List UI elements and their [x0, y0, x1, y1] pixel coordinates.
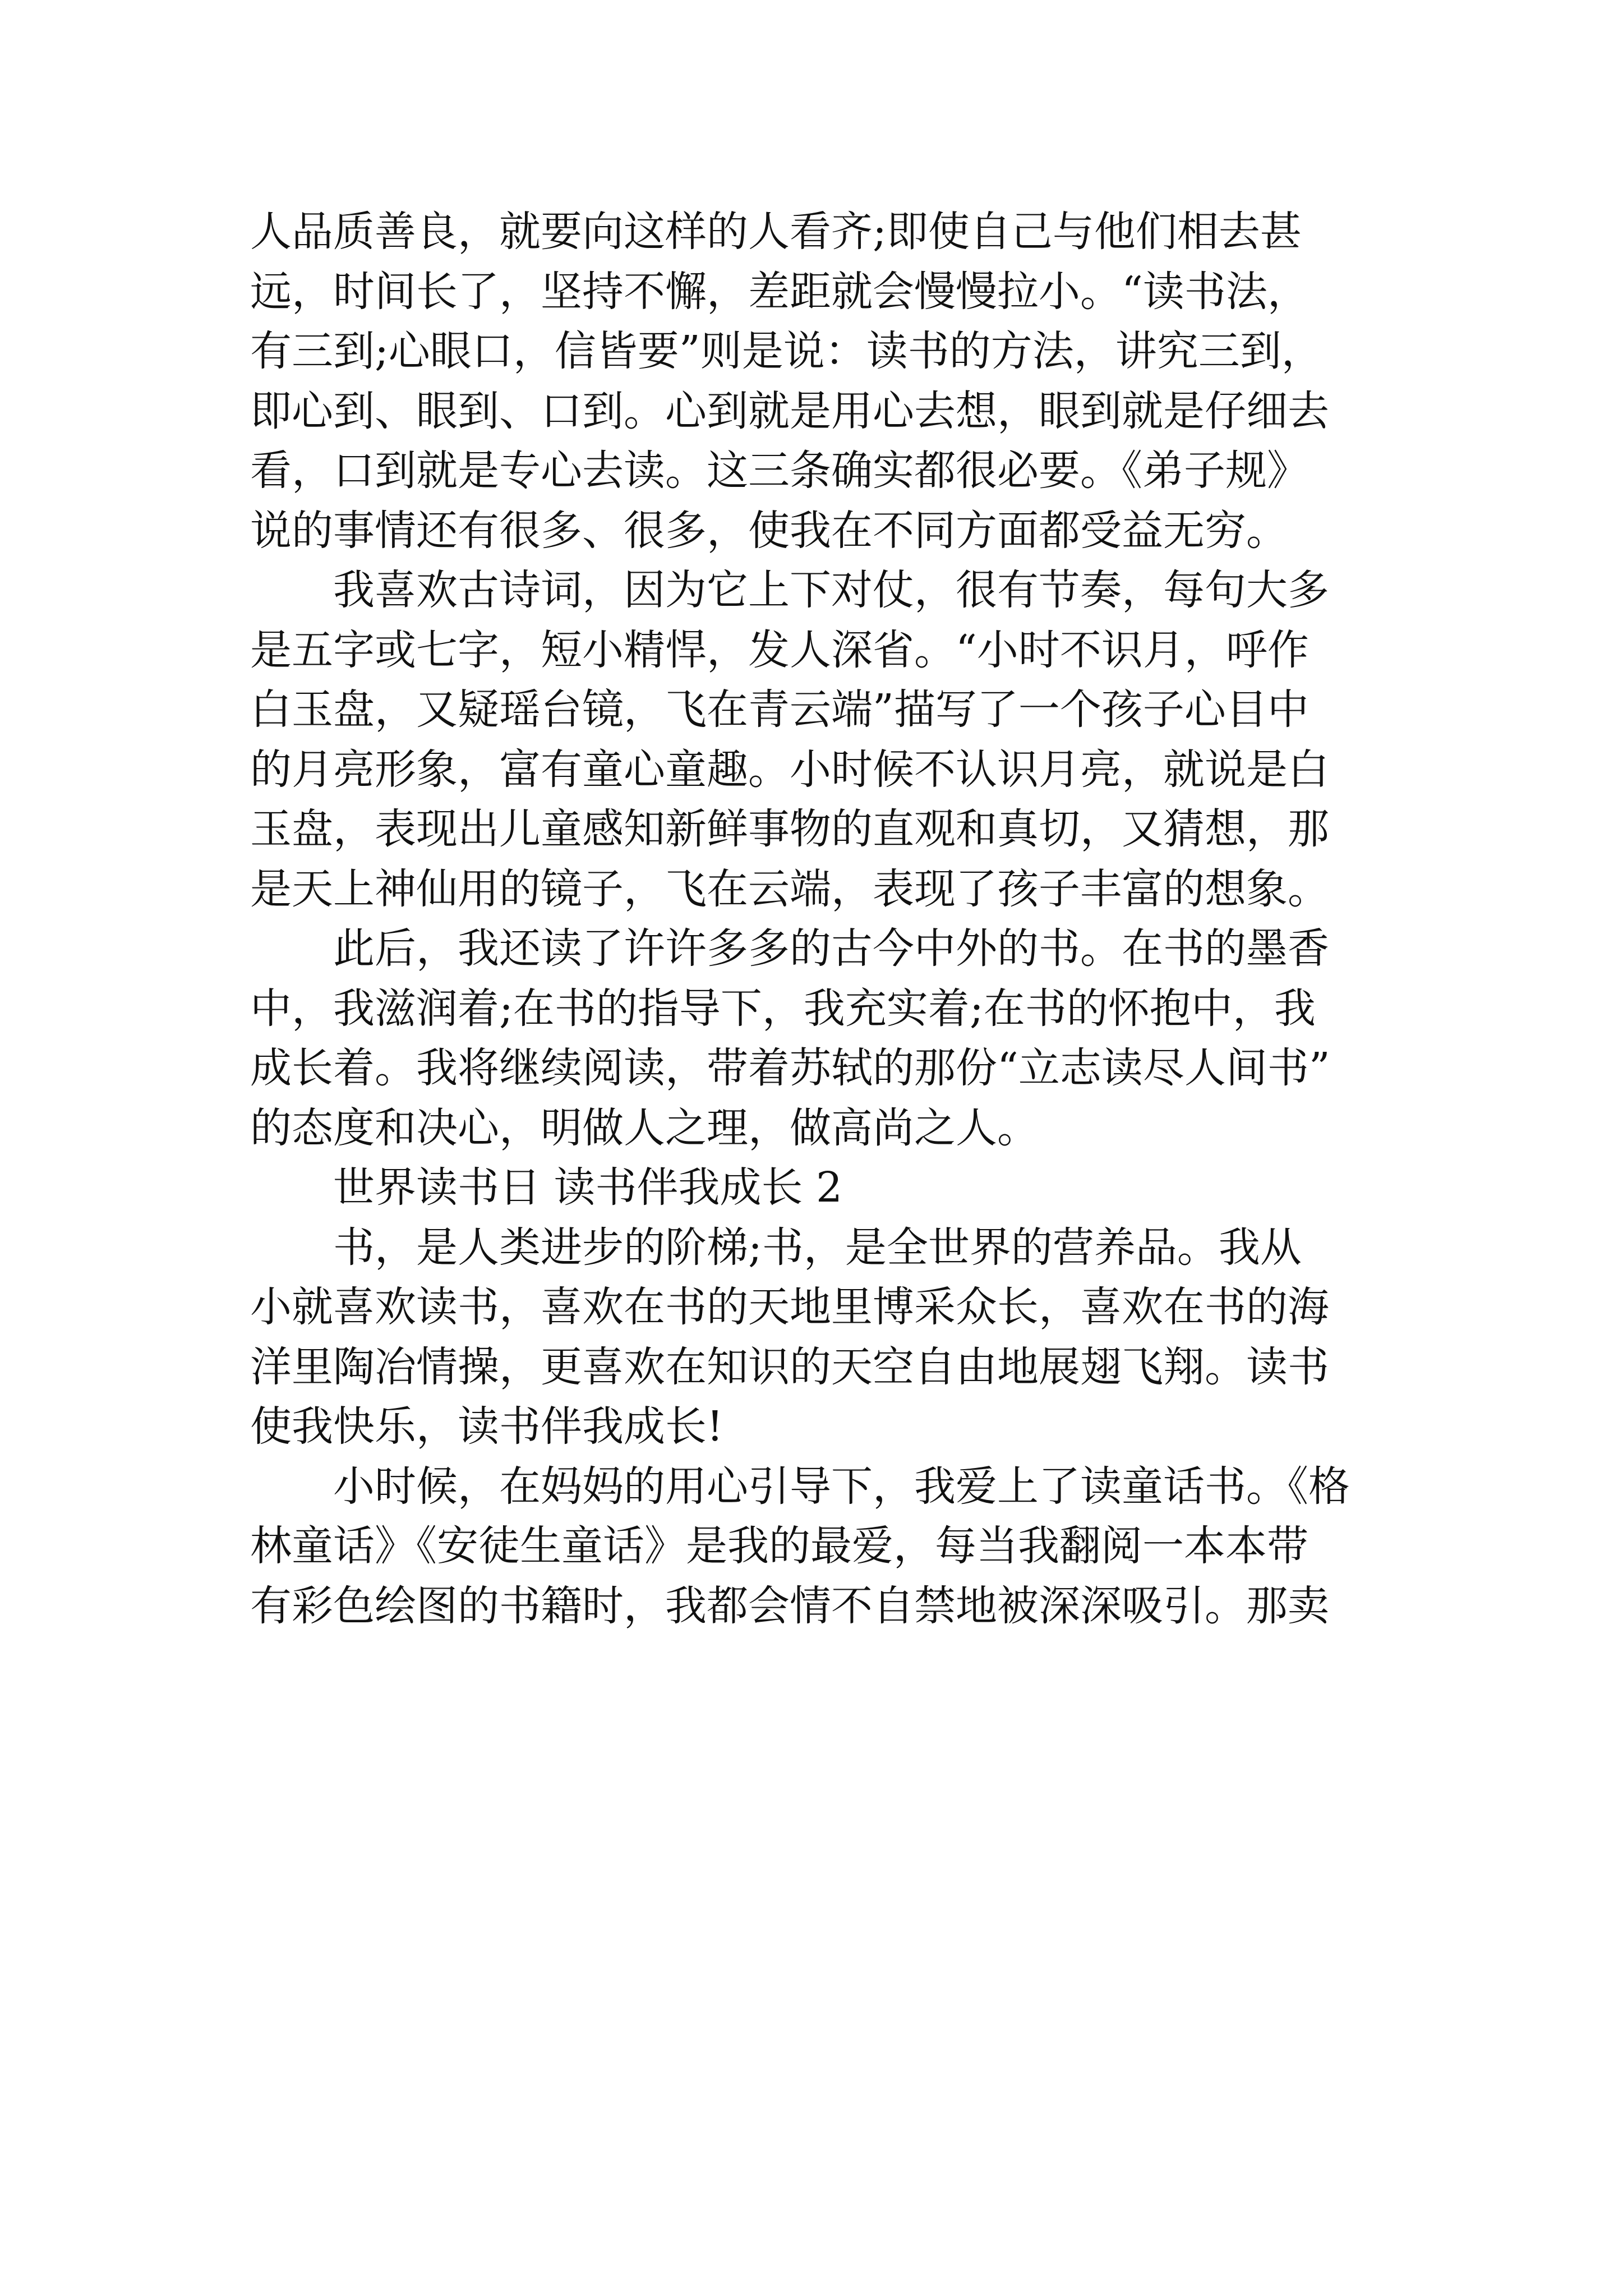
text-line: 的月亮形象，富有童心童趣。小时候不认识月亮，就说是白	[250, 745, 1329, 794]
text-line: 说的事情还有很多、很多，使我在不同方面都受益无穷。	[250, 506, 1288, 555]
text-line: 远，时间长了，坚持不懈，差距就会慢慢拉小。“读书法，	[250, 267, 1309, 316]
text-line: 成长着。我将继续阅读，带着苏轼的那份“立志读尽人间书”	[250, 1044, 1330, 1092]
text-line: 小就喜欢读书，喜欢在书的天地里博采众长，喜欢在书的海	[250, 1283, 1329, 1331]
paragraph-start-line: 小时候，在妈妈的用心引导下，我爱上了读童话书。《格	[333, 1462, 1350, 1511]
paragraph-start-line: 书，是人类进步的阶梯;书，是全世界的营养品。我从	[333, 1223, 1302, 1272]
text-line: 中，我滋润着;在书的指导下，我充实着;在书的怀抱中，我	[250, 984, 1316, 1033]
section-heading: 世界读书日 读书伴我成长 2	[333, 1163, 843, 1212]
text-line: 的态度和决心，明做人之理，做高尚之人。	[250, 1103, 1039, 1152]
text-line: 洋里陶冶情操，更喜欢在知识的天空自由地展翅飞翔。读书	[250, 1342, 1329, 1391]
text-line: 看，口到就是专心去读。这三条确实都很必要。《弟子规》	[250, 447, 1308, 495]
text-line: 人品质善良，就要向这样的人看齐;即使自己与他们相去甚	[250, 208, 1302, 256]
paragraph-start-line: 此后，我还读了许许多多的古今中外的书。在书的墨香	[333, 924, 1329, 973]
text-line: 玉盘，表现出儿童感知新鲜事物的直观和真切，又猜想，那	[250, 805, 1329, 853]
text-line: 是五字或七字，短小精悍，发人深省。“小时不识月，呼作	[250, 625, 1309, 674]
text-line: 林童话》《安徒生童话》是我的最爱，每当我翻阅一本本带	[250, 1522, 1308, 1570]
paragraph-start-line: 我喜欢古诗词，因为它上下对仗，很有节奏，每句大多	[333, 566, 1329, 614]
text-line: 有三到;心眼口，信皆要”则是说：读书的方法，讲究三到，	[250, 327, 1323, 375]
text-line: 白玉盘，又疑瑶台镜，飞在青云端”描写了一个孩子心目中	[250, 685, 1309, 734]
text-line: 即心到、眼到、口到。心到就是用心去想，眼到就是仔细去	[250, 386, 1329, 435]
text-line: 是天上神仙用的镜子，飞在云端，表现了孩子丰富的想象。	[250, 864, 1329, 913]
text-line: 有彩色绘图的书籍时，我都会情不自禁地被深深吸引。那卖	[250, 1581, 1329, 1630]
text-line: 使我快乐，读书伴我成长!	[250, 1402, 723, 1451]
document-body	[250, 202, 1394, 1636]
